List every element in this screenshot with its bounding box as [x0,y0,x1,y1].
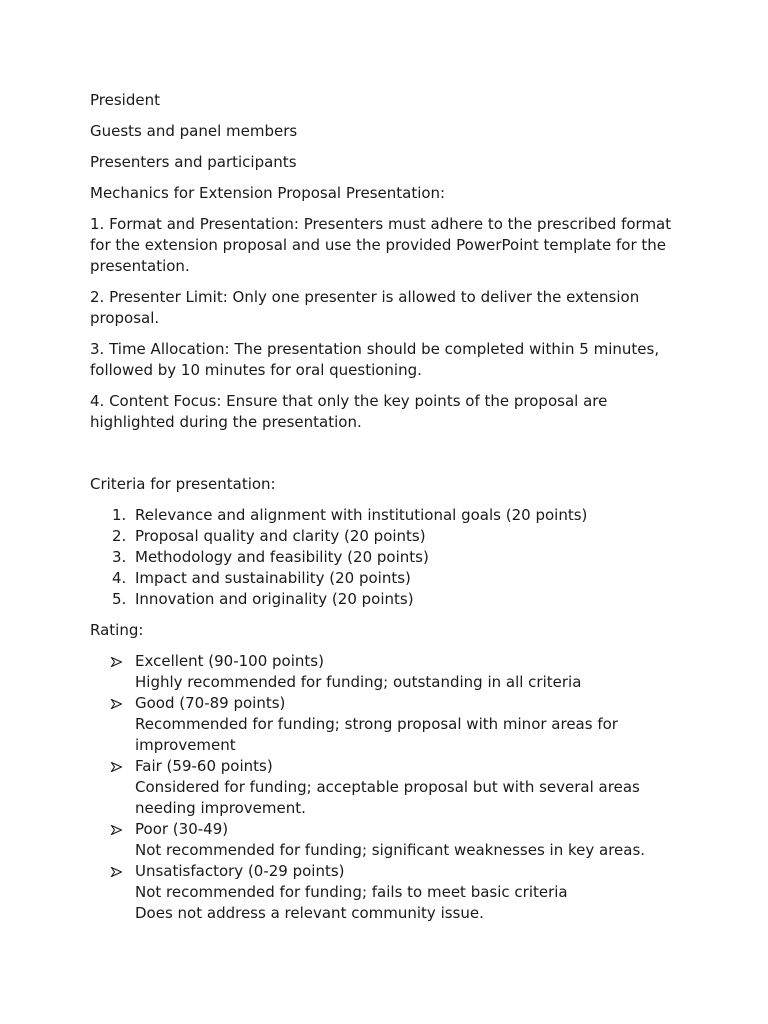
list-item [90,547,678,568]
rating-description: Not recommended for funding; fails to meet basic criteria [135,883,568,901]
list-number: 1. [112,506,127,524]
list-item [90,589,678,610]
arrowhead-bullet-icon [111,699,122,709]
list-item [90,505,678,526]
rating-title: Fair (59-60 points) [135,757,273,775]
mechanics-item-format: 1. Format and Presentation: Presenters must adhere to the prescribed format for the extension proposal and use the provided PowerPoint template for the presentation. [90,215,672,275]
salutation-presenters: Presenters and participants [90,153,297,171]
list-item [90,756,678,819]
rating-title: Good (70-89 points) [135,694,286,712]
rating-title: Unsatisfactory (0-29 points) [135,862,345,880]
mechanics-item-presenter-limit: 2. Presenter Limit: Only one presenter is allowed to deliver the extension proposal. [90,288,640,327]
list-number: 3. [112,548,127,566]
rating-description: Not recommended for funding; significant weaknesses in key areas. [135,841,646,859]
criteria-text: Relevance and alignment with institutional goals (20 points) [135,506,588,524]
rating-extra-note: Does not address a relevant community issue. [135,904,484,922]
rating-title: Excellent (90-100 points) [135,652,324,670]
arrowhead-bullet-icon [111,762,122,772]
mechanics-heading: Mechanics for Extension Proposal Presentation: [90,184,446,202]
mechanics-item-content-focus: 4. Content Focus: Ensure that only the key points of the proposal are highlighted during the presentation. [90,392,608,431]
rating-description: Recommended for funding; strong proposal with minor areas for improvement [135,715,618,754]
rating-heading: Rating: [90,621,144,639]
criteria-list [90,505,678,610]
salutation-president: President [90,91,160,109]
rating-title: Poor (30-49) [135,820,229,838]
spacer [90,443,678,474]
list-item [90,526,678,547]
list-item [90,651,678,693]
criteria-text: Methodology and feasibility (20 points) [135,548,429,566]
criteria-text: Proposal quality and clarity (20 points) [135,527,426,545]
mechanics-item-time-allocation: 3. Time Allocation: The presentation should be completed within 5 minutes, followed by 10 minutes for oral questioning. [90,340,660,379]
list-item [90,568,678,589]
rating-description: Considered for funding; acceptable proposal but with several areas needing improvement. [135,778,640,817]
criteria-text: Innovation and originality (20 points) [135,590,414,608]
arrowhead-bullet-icon [111,825,122,835]
arrowhead-bullet-icon [111,867,122,877]
salutation-guests: Guests and panel members [90,122,298,140]
list-number: 5. [112,590,127,608]
list-number: 2. [112,527,127,545]
criteria-text: Impact and sustainability (20 points) [135,569,411,587]
list-item [90,861,678,924]
list-item [90,819,678,861]
criteria-heading: Criteria for presentation: [90,475,276,493]
list-number: 4. [112,569,127,587]
list-item [90,693,678,756]
rating-description: Highly recommended for funding; outstanding in all criteria [135,673,582,691]
rating-list [90,651,678,924]
arrowhead-bullet-icon [111,657,122,667]
